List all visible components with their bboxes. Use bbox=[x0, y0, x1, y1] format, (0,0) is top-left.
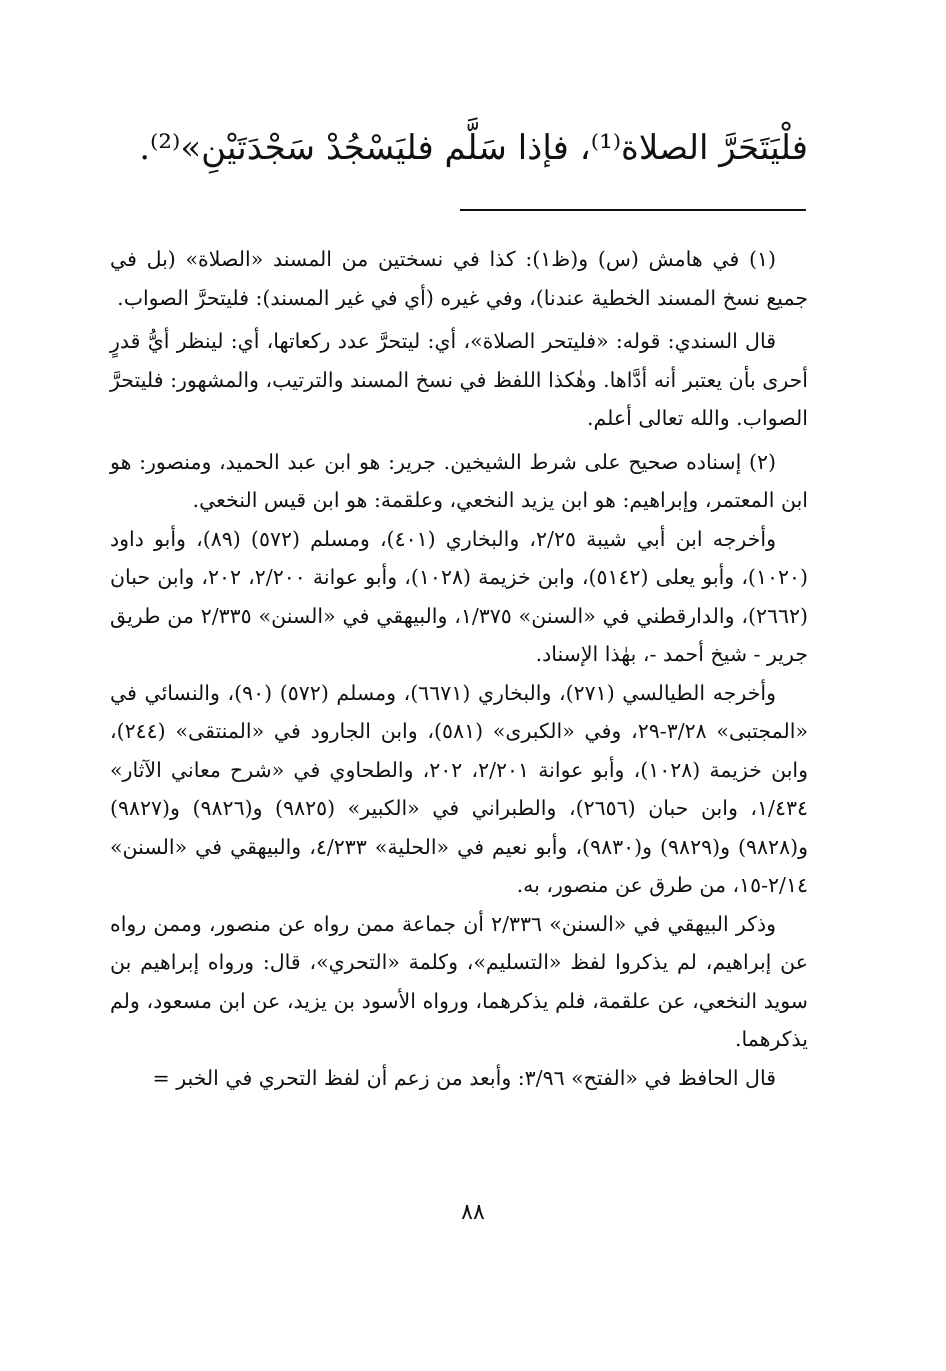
footnote-separator bbox=[460, 209, 806, 211]
footnotes-block bbox=[110, 240, 808, 1097]
main-text-line: فلْيَتَحَرَّ الصلاة⁽¹⁾، فإذا سَلَّم فليَسْجُدْ سَجْدَتَيْنِ»⁽²⁾. bbox=[139, 128, 808, 168]
footnote-2-bayhaqi-note: وذكر البيهقي في «السنن» ٢/٣٣٦ أن جماعة ممن رواه عن منصور، وممن رواه عن إبراهيم، لم يذكروا لفظ «التسليم»، وكلمة «التحري»، قال: ورواه إبراهيم بن سويد النخعي، عن علقمة، فلم يذكرهما، ورواه الأسود بن يزيد، عن ابن مسعود، ولم يذكرهما. bbox=[110, 911, 808, 1051]
footnote-1-paragraph: (١) في هامش (س) و(ظ١): كذا في نسختين من المسند «الصلاة» (بل في جميع نسخ المسند الخطية عندنا)، وفي غيره (أي في غير المسند): فليتحرَّ الصواب. bbox=[110, 247, 808, 310]
page-number: ٨٨ bbox=[461, 1200, 485, 1225]
footnote-2-takhrij-1: وأخرجه ابن أبي شيبة ٢/٢٥، والبخاري (٤٠١)، ومسلم (٥٧٢) (٨٩)، وأبو داود (١٠٢٠)، وأبو يعلى (٥١٤٢)، وابن خزيمة (١٠٢٨)، وأبو عوانة ٢/٢٠٠، ٢٠٢، وابن حبان (٢٦٦٢)، والدارقطني في «السنن» ١/٣٧٥، والبيهقي في «السنن» ٢/٣٣٥ من طريق جرير - شيخ أحمد -، بهٰذا الإسناد. bbox=[110, 526, 808, 666]
footnote-2-hafiz-note: قال الحافظ في «الفتح» ٣/٩٦: وأبعد من زعم أن لفظ التحري في الخبر = bbox=[152, 1065, 776, 1090]
footnote-2-paragraph: (٢) إسناده صحيح على شرط الشيخين. جرير: هو ابن عبد الحميد، ومنصور: هو ابن المعتمر، وإبراهيم: هو ابن يزيد النخعي، وعلقمة: هو ابن قيس النخعي. bbox=[110, 449, 808, 512]
footnote-1-commentary: قال السندي: قوله: «فليتحر الصلاة»، أي: ليتحرَّ عدد ركعاتها، أي: لينظر أيُّ قدرٍ أحرى بأن يعتبر أنه أدَّاها. وهٰكذا اللفظ في نسخ المسند والترتيب، والمشهور: فليتحرَّ الصواب. والله تعالى أعلم. bbox=[110, 329, 808, 430]
footnote-2-takhrij-2: وأخرجه الطيالسي (٢٧١)، والبخاري (٦٦٧١)، ومسلم (٥٧٢) (٩٠)، والنسائي في «المجتبى» ٣/٢٨-٢٩، وفي «الكبرى» (٥٨١)، وابن الجارود في «المنتقى» (٢٤٤)، وابن خزيمة (١٠٢٨)، وأبو عوانة ٢/٢٠١، ٢٠٢، والطحاوي في «شرح معاني الآثار» ١/٤٣٤، وابن حبان (٢٦٥٦)، والطبراني في «الكبير» (٩٨٢٥) و(٩٨٢٦) و(٩٨٢٧) و(٩٨٢٨) و(٩٨٢٩) و(٩٨٣٠)، وأبو نعيم في «الحلية» ٤/٢٣٣، والبيهقي في «السنن» ٢/١٤-١٥، من طرق عن منصور، به. bbox=[110, 680, 809, 897]
